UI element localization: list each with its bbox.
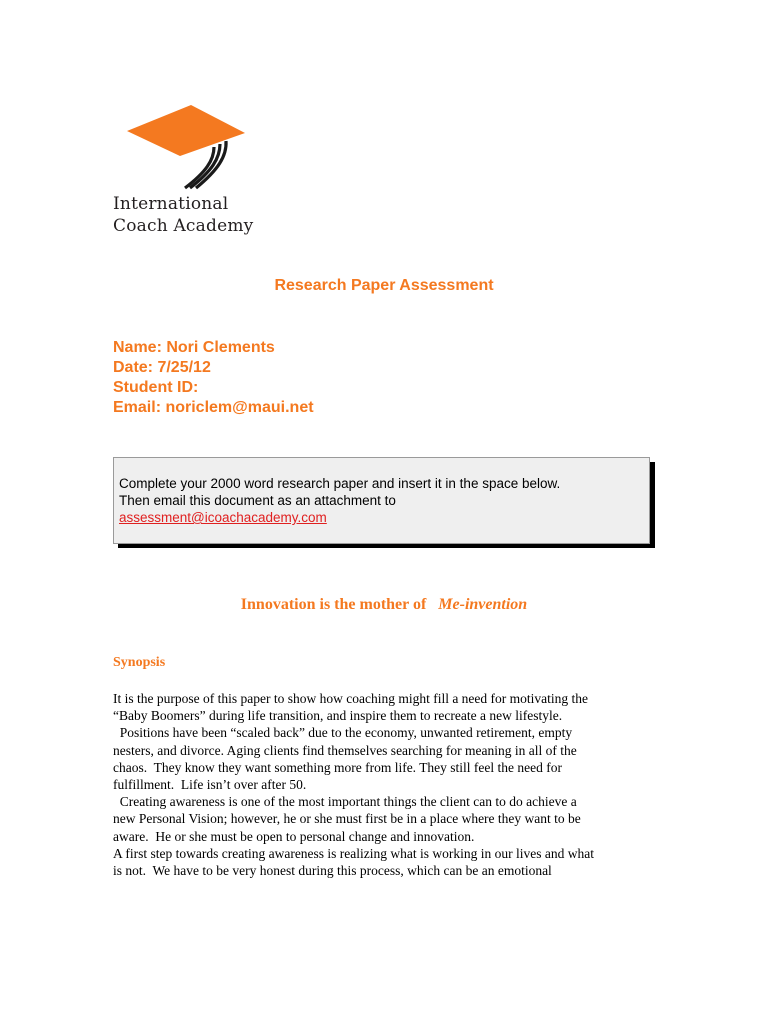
paper-heading-part1: Innovation is the mother of — [240, 596, 427, 613]
student-info — [113, 338, 314, 418]
body-line: “Baby Boomers” during life transition, and inspire them to recreate a new lifestyle. — [113, 708, 563, 724]
assessment-email-link[interactable]: assessment@icoachacademy.com — [119, 510, 327, 525]
instructions-line1: Complete your 2000 word research paper and insert it in the space below. — [119, 476, 561, 491]
body-line: It is the purpose of this paper to show how coaching might fill a need for motivating the — [113, 691, 589, 706]
student-id: Student ID: — [113, 379, 199, 396]
ica-logo — [108, 104, 278, 238]
student-name: Name: Nori Clements — [113, 339, 275, 356]
body-line: Creating awareness is one of the most important things the client can to do achieve a — [113, 794, 577, 810]
body-line: A first step towards creating awareness is realizing what is working in our lives and what — [113, 845, 595, 861]
document-title: Research Paper Assessment — [274, 277, 494, 294]
body-line: fulfillment. Life isn’t over after 50. — [113, 777, 307, 793]
instructions-box — [113, 457, 650, 544]
logo-text-line2: Coach Academy — [113, 216, 254, 236]
submission-date: Date: 7/25/12 — [113, 359, 211, 376]
graduation-cap-icon — [122, 104, 252, 194]
logo-text-line1: International — [113, 194, 229, 214]
body-line: chaos. They know they want something more from life. They still feel the need for — [113, 759, 563, 775]
paper-heading-part2: Me-invention — [438, 596, 528, 613]
section-title-synopsis: Synopsis — [113, 655, 166, 670]
body-line: Positions have been “scaled back” due to the economy, unwanted retirement, empty — [113, 725, 573, 741]
student-email: Email: noriclem@maui.net — [113, 399, 314, 416]
synopsis-body — [113, 690, 658, 879]
instructions-line2: Then email this document as an attachment to — [119, 493, 396, 508]
paper-heading — [0, 596, 768, 614]
body-line: is not. We have to be very honest during this process, which can be an emotional — [113, 863, 552, 879]
body-line: aware. He or she must be open to personal change and innovation. — [113, 828, 475, 844]
body-line: new Personal Vision; however, he or she must first be in a place where they want to be — [113, 811, 581, 827]
body-line: nesters, and divorce. Aging clients find themselves searching for meaning in all of the — [113, 742, 577, 758]
